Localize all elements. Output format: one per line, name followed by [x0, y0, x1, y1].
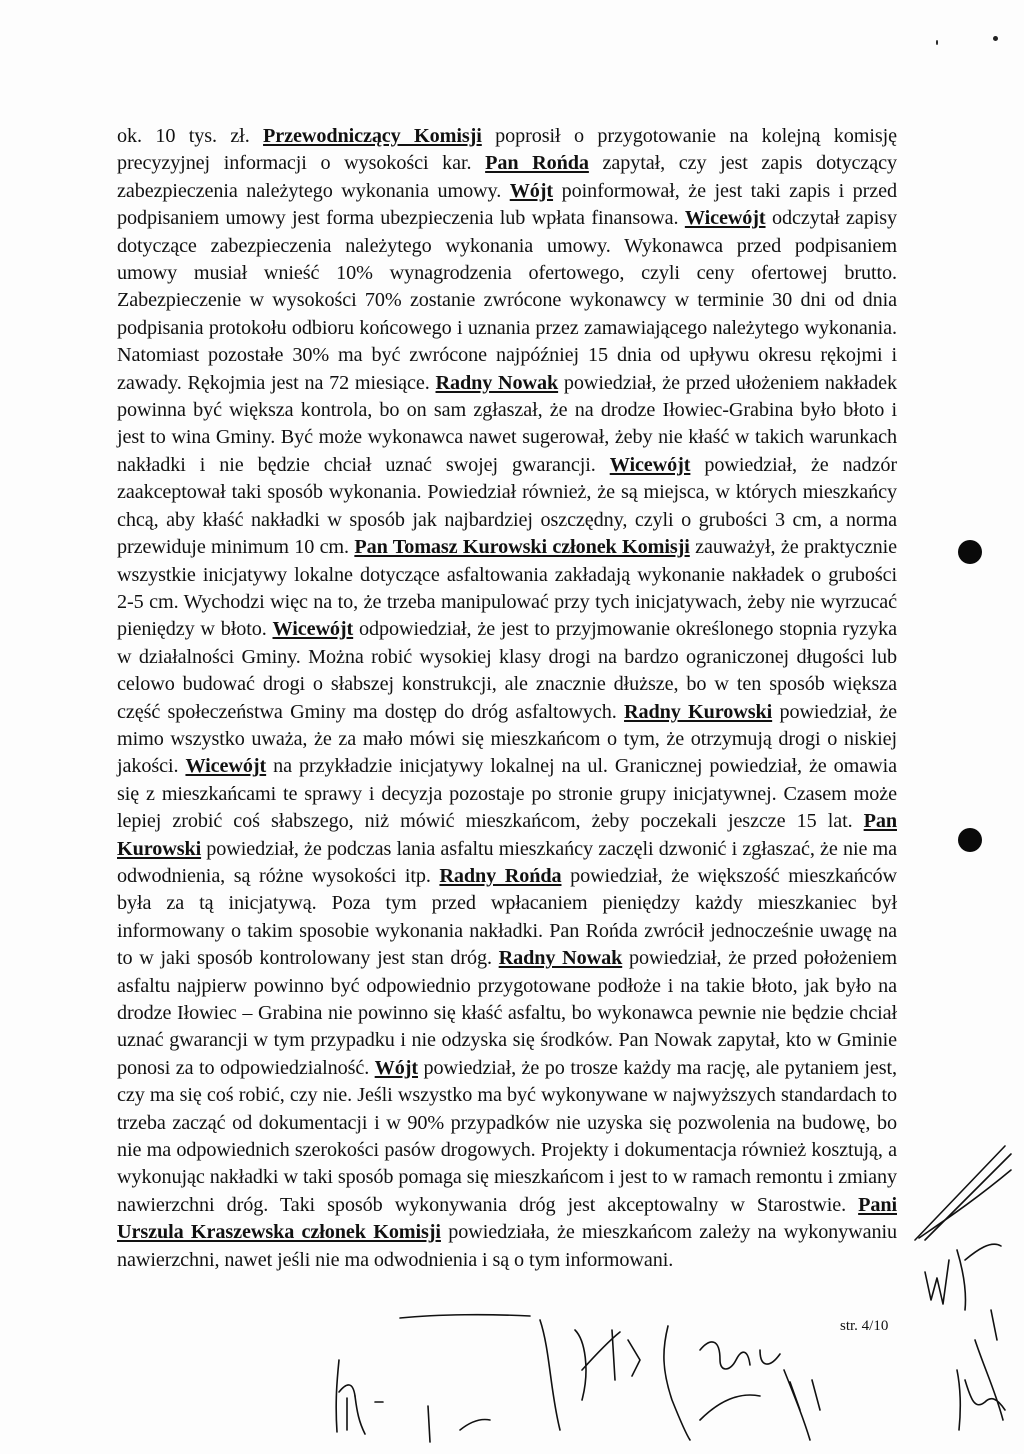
- paragraph-text: poinformował, że jest taki zapis i przed podpisaniem umowy jest forma ubezpieczenia lub wpłata finansowa.: [117, 179, 897, 230]
- speaker-name: Wójt: [374, 1056, 418, 1079]
- speaker-name: Pan Tomasz Kurowski członek Komisji: [354, 536, 690, 559]
- paragraph-text: zapytał, czy jest zapis dotyczący zabezpieczenia należytego wykonania umowy.: [117, 152, 897, 202]
- speaker-name: Pan Kurowski: [117, 810, 897, 860]
- paragraph-text: powiedział, że po trosze każdy ma rację, ale pytaniem jest, czy ma się coś robić, czy nie. Jeśli wszystko ma być wykonywane w najwyższych standardach to trzeba zacząć od dokumentacji i w 90% przypadków nie uzyska się pozwolenia na budowę, bo nie ma odpowiednich szerokości pasów drogowych. Projekty i dokumentacja również kosztują, a wykonując nakładki w taki sposób pomaga się mieszkańcom i jest to w ramach remontu i zmiany nawierzchni dróg. Taki sposób wykonywania dróg jest akceptowalny w Starostwie.: [117, 1056, 898, 1216]
- scan-speck: [993, 36, 998, 41]
- speaker-name: Pan Rońda: [485, 152, 589, 175]
- speaker-name: Wójt: [509, 179, 554, 202]
- speaker-name: Wicewójt: [272, 618, 354, 641]
- paragraph-text: odczytał zapisy dotyczące zabezpieczenia należytego wykonania umowy. Wykonawca przed podpisaniem umowy musiał wnieść 10% wynagrodzenia ofertowego, czyli ceny ofertowej brutto. Zabezpieczenie w wysokości 70% zostanie zwrócone wykonawcy w terminie 30 dni od dnia podpisania protokołu odbioru końcowego i uznania przez zamawiającego należytego wykonania. Natomiast pozostałe 30% ma być zwrócone najpóźniej 15 dnia od upływu okresu rękojmi i zawady. Rękojmia jest na 72 miesiące.: [117, 207, 897, 394]
- punch-hole: [958, 540, 982, 564]
- paragraph-text: powiedział, że podczas lania asfaltu mieszkańcy zaczęli dzwonić i zgłaszać, że nie ma odwodnienia, są różne wysokości itp.: [117, 837, 897, 887]
- minutes-paragraph: [117, 123, 897, 1274]
- paragraph-text: ok. 10 tys. zł.: [117, 125, 264, 147]
- paragraph-text: poprosił o przygotowanie na kolejną komisję precyzyjnej informacji o wysokości kar.: [117, 125, 897, 175]
- speaker-name: Pani Urszula Kraszewska członek Komisji: [117, 1193, 897, 1244]
- paragraph-text: powiedział, że większość mieszkańców była za tą inicjatywą. Poza tym przed wpłacaniem pieniędzy każdy mieszkaniec był informowany o takim sposobie wykonania nakładki. Pan Rońda zwrócił jednocześnie uwagę na to w jaki sposób kontrolowany jest stan dróg.: [117, 864, 897, 970]
- speaker-name: Wicewójt: [684, 207, 766, 230]
- speaker-name: Radny Nowak: [498, 947, 623, 970]
- signature-middle: [400, 1310, 880, 1450]
- signature-right-large: [905, 1140, 1015, 1440]
- paragraph-text: powiedział, że przed ułożeniem nakładek powinna być większa kontrola, bo on sam zgłaszał, że na drodze Iłowiec-Grabina było błoto i jest to wina Gminy. Być może wykonawca nawet sugerował, żeby nie kłaść w takich warunkach nakładki i nie będzie chciał uznać swojej gwarancji.: [117, 371, 897, 476]
- punch-hole: [958, 828, 982, 852]
- speaker-name: Radny Nowak: [435, 371, 559, 394]
- paragraph-text: powiedziała, że mieszkańcom zależy na wykonywaniu nawierzchni, nawet jeśli nie ma odwodnienia i są o tym informowani.: [117, 1221, 898, 1271]
- speaker-name: Przewodniczący Komisji: [263, 125, 482, 147]
- paragraph-text: powiedział, że mimo wszystko uważa, że za mało mówi się mieszkańcom o tym, że otrzymują drogi o niskiej jakości.: [117, 700, 897, 778]
- scan-speck: [936, 40, 938, 45]
- paragraph-text: na przykładzie inicjatywy lokalnej na ul. Granicznej powiedział, że omawia się z mieszkańcami te sprawy i decyzja pozostaje po stronie grupy inicjatywnej. Czasem może lepiej zrobić coś słabszego, niż mówić mieszkańcom, żeby poczekali jeszcze 15 lat.: [117, 755, 897, 833]
- speaker-name: Wicewójt: [185, 755, 267, 778]
- document-body: [117, 123, 897, 1274]
- speaker-name: Radny Kurowski: [624, 700, 773, 723]
- page-number: str. 4/10: [840, 1318, 889, 1334]
- speaker-name: Wicewójt: [609, 453, 691, 476]
- paragraph-text: powiedział, że przed położeniem asfaltu najpierw powinno być odpowiednio przygotowane podłoże i na takie błoto, jak było na drodze Iłowiec – Grabina nie powinno się kłaść asfaltu, bo wykonawca pewnie nie będzie chciał uznać gwarancji w tym przypadku i nie odzyska się środków. Pan Nowak zapytał, kto w Gminie ponosi za to odpowiedzialność.: [117, 947, 897, 1079]
- paragraph-text: zauważył, że praktycznie wszystkie inicjatywy lokalne dotyczące asfaltowania zakładają wykonanie nakładek o grubości 2-5 cm. Wychodzi więc na to, że trzeba manipulować przy tych inicjatywach, żeby nie wyrzucać pieniędzy w błoto.: [117, 536, 897, 641]
- signature-initials-left: [325, 1352, 395, 1442]
- paragraph-text: odpowiedział, że jest to przyjmowanie określonego stopnia ryzyka w działalności Gminy. Można robić wysokiej klasy drogi na bardzo ograniczonej długości lub celowo budować drogi o słabszej konstrukcji, ale znacznie dłuższe, bo w ten sposób większa część społeczeństwa Gminy ma dostęp do dróg asfaltowych.: [117, 618, 897, 723]
- speaker-name: Radny Rońda: [439, 864, 562, 887]
- paragraph-text: powiedział, że nadzór zaakceptował taki sposób wykonania. Powiedział również, że są miejsca, w których mieszkańcy chcą, aby kłaść nakładki w sposób jak najbardziej oszczędny, czyli o grubości 3 cm, a norma przewiduje minimum 10 cm.: [117, 453, 898, 559]
